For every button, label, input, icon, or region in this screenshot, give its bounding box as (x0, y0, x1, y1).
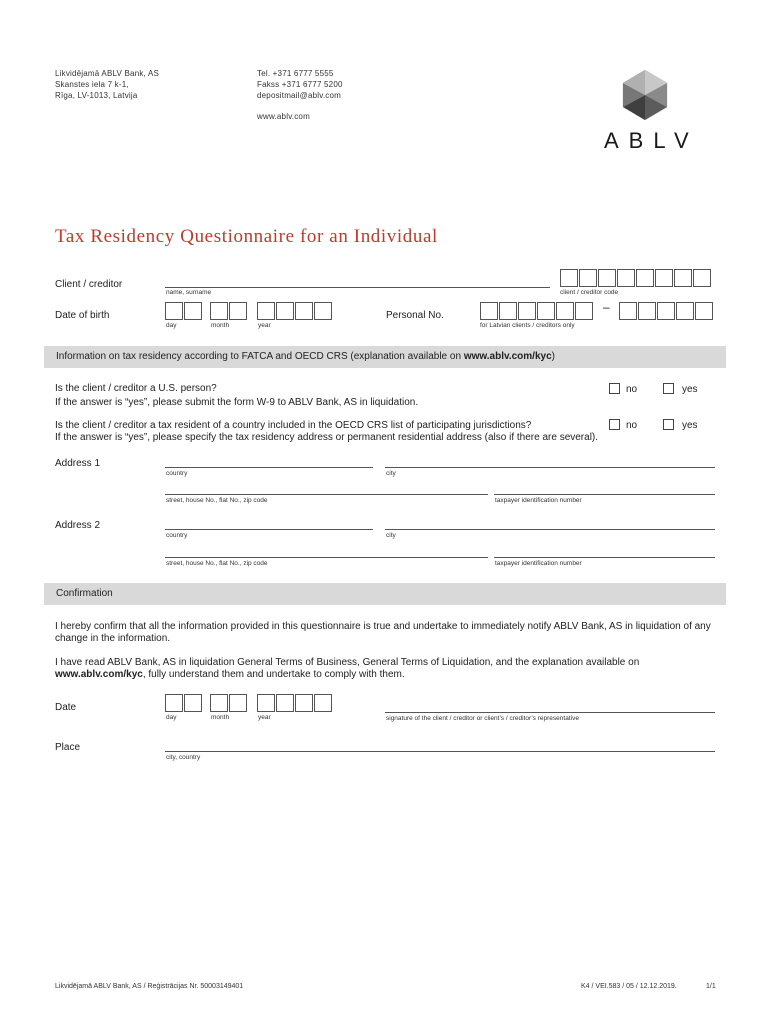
p2-text: I have read ABLV Bank, AS in liquidation General Terms of Business, General Terms of Liquidation, and the explanation available on (55, 657, 640, 668)
address1-country-line[interactable] (165, 467, 373, 468)
personal-no-box[interactable] (619, 302, 637, 320)
personal-no-label: Personal No. (386, 310, 444, 321)
client-code-hint: client / creditor code (560, 289, 619, 296)
section-header-end: ) (551, 351, 555, 362)
personal-no-box[interactable] (695, 302, 713, 320)
dob-day-hint: day (166, 322, 177, 329)
dob-year-box[interactable] (314, 302, 332, 320)
fax: Fakss +371 6777 5200 (257, 80, 343, 89)
footer-registration: Likvidējamā ABLV Bank, AS / Reģistrācijas Nr. 50003149401 (55, 983, 244, 990)
q2-question: Is the client / creditor a tax resident of a country included in the OECD CRS list of participating jurisdictions? (55, 420, 532, 431)
personal-no-box[interactable] (575, 302, 593, 320)
q1-yes-label: yes (682, 384, 698, 395)
place-hint: city, country (166, 754, 201, 761)
address-line-2: Skanstes iela 7 k-1, (55, 80, 129, 89)
client-name-line[interactable] (165, 287, 550, 288)
q2-yes-label: yes (682, 420, 698, 431)
p2-end: , fully understand them and undertake to comply with them. (142, 669, 405, 680)
personal-no-box[interactable] (676, 302, 694, 320)
code-box[interactable] (598, 269, 616, 287)
ablv-logo-icon (620, 70, 670, 120)
client-name-hint: name, surname (166, 289, 212, 296)
sign-day-box[interactable] (165, 694, 183, 712)
sign-month-hint: month (211, 714, 230, 721)
address2-tin-hint: taxpayer identification number (495, 560, 582, 567)
sign-year-hint: year (258, 714, 271, 721)
address-line-1: Likvidējamā ABLV Bank, AS (55, 69, 160, 78)
section-header-label: Information on tax residency according to FATCA and OECD CRS (explanation available on (56, 351, 464, 362)
dob-year-box[interactable] (257, 302, 275, 320)
code-box[interactable] (636, 269, 654, 287)
code-box[interactable] (560, 269, 578, 287)
personal-no-dash: – (603, 300, 610, 314)
kyc-link[interactable]: www.ablv.com/kyc (463, 351, 552, 362)
personal-no-box[interactable] (480, 302, 498, 320)
bank-address (55, 68, 159, 101)
code-box[interactable] (617, 269, 635, 287)
p2-kyc-link[interactable]: www.ablv.com/kyc (55, 669, 143, 680)
code-box[interactable] (655, 269, 673, 287)
personal-no-box[interactable] (556, 302, 574, 320)
q1-question: Is the client / creditor a U.S. person? (55, 383, 217, 394)
address2-country-line[interactable] (165, 529, 373, 530)
address1-tin-line[interactable] (494, 494, 715, 495)
dob-year-box[interactable] (276, 302, 294, 320)
q2-yes-checkbox[interactable] (663, 419, 674, 430)
dob-year-box[interactable] (295, 302, 313, 320)
address1-tin-hint: taxpayer identification number (495, 497, 582, 504)
address1-street-line[interactable] (165, 494, 488, 495)
address1-street-hint: street, house No., flat No., zip code (166, 497, 268, 504)
phone: Tel. +371 6777 5555 (257, 69, 334, 78)
personal-no-box[interactable] (537, 302, 555, 320)
ablv-logo-text: ABLV (604, 128, 699, 153)
sign-year-box[interactable] (276, 694, 294, 712)
tax-residency-section-header (44, 346, 726, 368)
address1-city-line[interactable] (385, 467, 715, 468)
dob-label: Date of birth (55, 310, 110, 321)
place-label: Place (55, 742, 81, 753)
footer-form-code: K4 / VEI.583 / 05 / 12.12.2019. (581, 983, 677, 990)
code-box[interactable] (674, 269, 692, 287)
sign-month-box[interactable] (210, 694, 228, 712)
bank-contacts (257, 68, 343, 101)
sign-year-box[interactable] (314, 694, 332, 712)
address1-city-hint: city (386, 470, 396, 477)
address2-street-line[interactable] (165, 557, 488, 558)
confirmation-section-header (44, 583, 726, 605)
confirmation-paragraph-1: I hereby confirm that all the information provided in this questionnaire is true and undertake to immediately notify ABLV Bank, AS in liquidation of any change in the information. (55, 621, 711, 644)
personal-no-hint: for Latvian clients / creditors only (480, 322, 575, 329)
footer-page-number: 1/1 (706, 983, 716, 990)
client-label: Client / creditor (55, 279, 123, 290)
address1-label: Address 1 (55, 458, 101, 469)
dob-day-box[interactable] (184, 302, 202, 320)
dob-month-box[interactable] (210, 302, 228, 320)
sign-day-hint: day (166, 714, 177, 721)
code-box[interactable] (579, 269, 597, 287)
bank-website: www.ablv.com (257, 112, 310, 121)
confirmation-paragraph-2 (55, 657, 715, 681)
q2-note: If the answer is “yes”, please specify the tax residency address or permanent residential address (also if there are several). (55, 432, 599, 443)
address2-city-line[interactable] (385, 529, 715, 530)
section-header-text (56, 351, 555, 362)
q1-note: If the answer is “yes”, please submit the form W-9 to ABLV Bank, AS in liquidation. (55, 397, 419, 408)
sign-day-box[interactable] (184, 694, 202, 712)
dob-month-box[interactable] (229, 302, 247, 320)
email: depositmail@ablv.com (257, 91, 342, 100)
personal-no-box[interactable] (657, 302, 675, 320)
code-box[interactable] (693, 269, 711, 287)
address-line-3: Rīga, LV-1013, Latvija (55, 91, 138, 100)
dob-month-hint: month (211, 322, 230, 329)
address1-country-hint: country (166, 470, 188, 477)
q2-no-checkbox[interactable] (609, 419, 620, 430)
dob-year-hint: year (258, 322, 271, 329)
sign-date-label: Date (55, 702, 77, 713)
address2-tin-line[interactable] (494, 557, 715, 558)
sign-year-box[interactable] (257, 694, 275, 712)
signature-hint: signature of the client / creditor or client’s / creditor’s representative (386, 715, 579, 722)
page-title: Tax Residency Questionnaire for an Individual (55, 226, 438, 247)
address2-street-hint: street, house No., flat No., zip code (166, 560, 268, 567)
address2-label: Address 2 (55, 520, 101, 531)
q1-yes-checkbox[interactable] (663, 383, 674, 394)
q1-no-checkbox[interactable] (609, 383, 620, 394)
place-line[interactable] (165, 751, 715, 752)
dob-day-box[interactable] (165, 302, 183, 320)
address2-city-hint: city (386, 532, 396, 539)
q2-no-label: no (626, 420, 638, 431)
sign-year-box[interactable] (295, 694, 313, 712)
personal-no-box[interactable] (499, 302, 517, 320)
personal-no-box[interactable] (518, 302, 536, 320)
q1-no-label: no (626, 384, 638, 395)
signature-line[interactable] (385, 712, 715, 713)
sign-month-box[interactable] (229, 694, 247, 712)
address2-country-hint: country (166, 532, 188, 539)
confirmation-heading: Confirmation (56, 588, 113, 599)
personal-no-box[interactable] (638, 302, 656, 320)
